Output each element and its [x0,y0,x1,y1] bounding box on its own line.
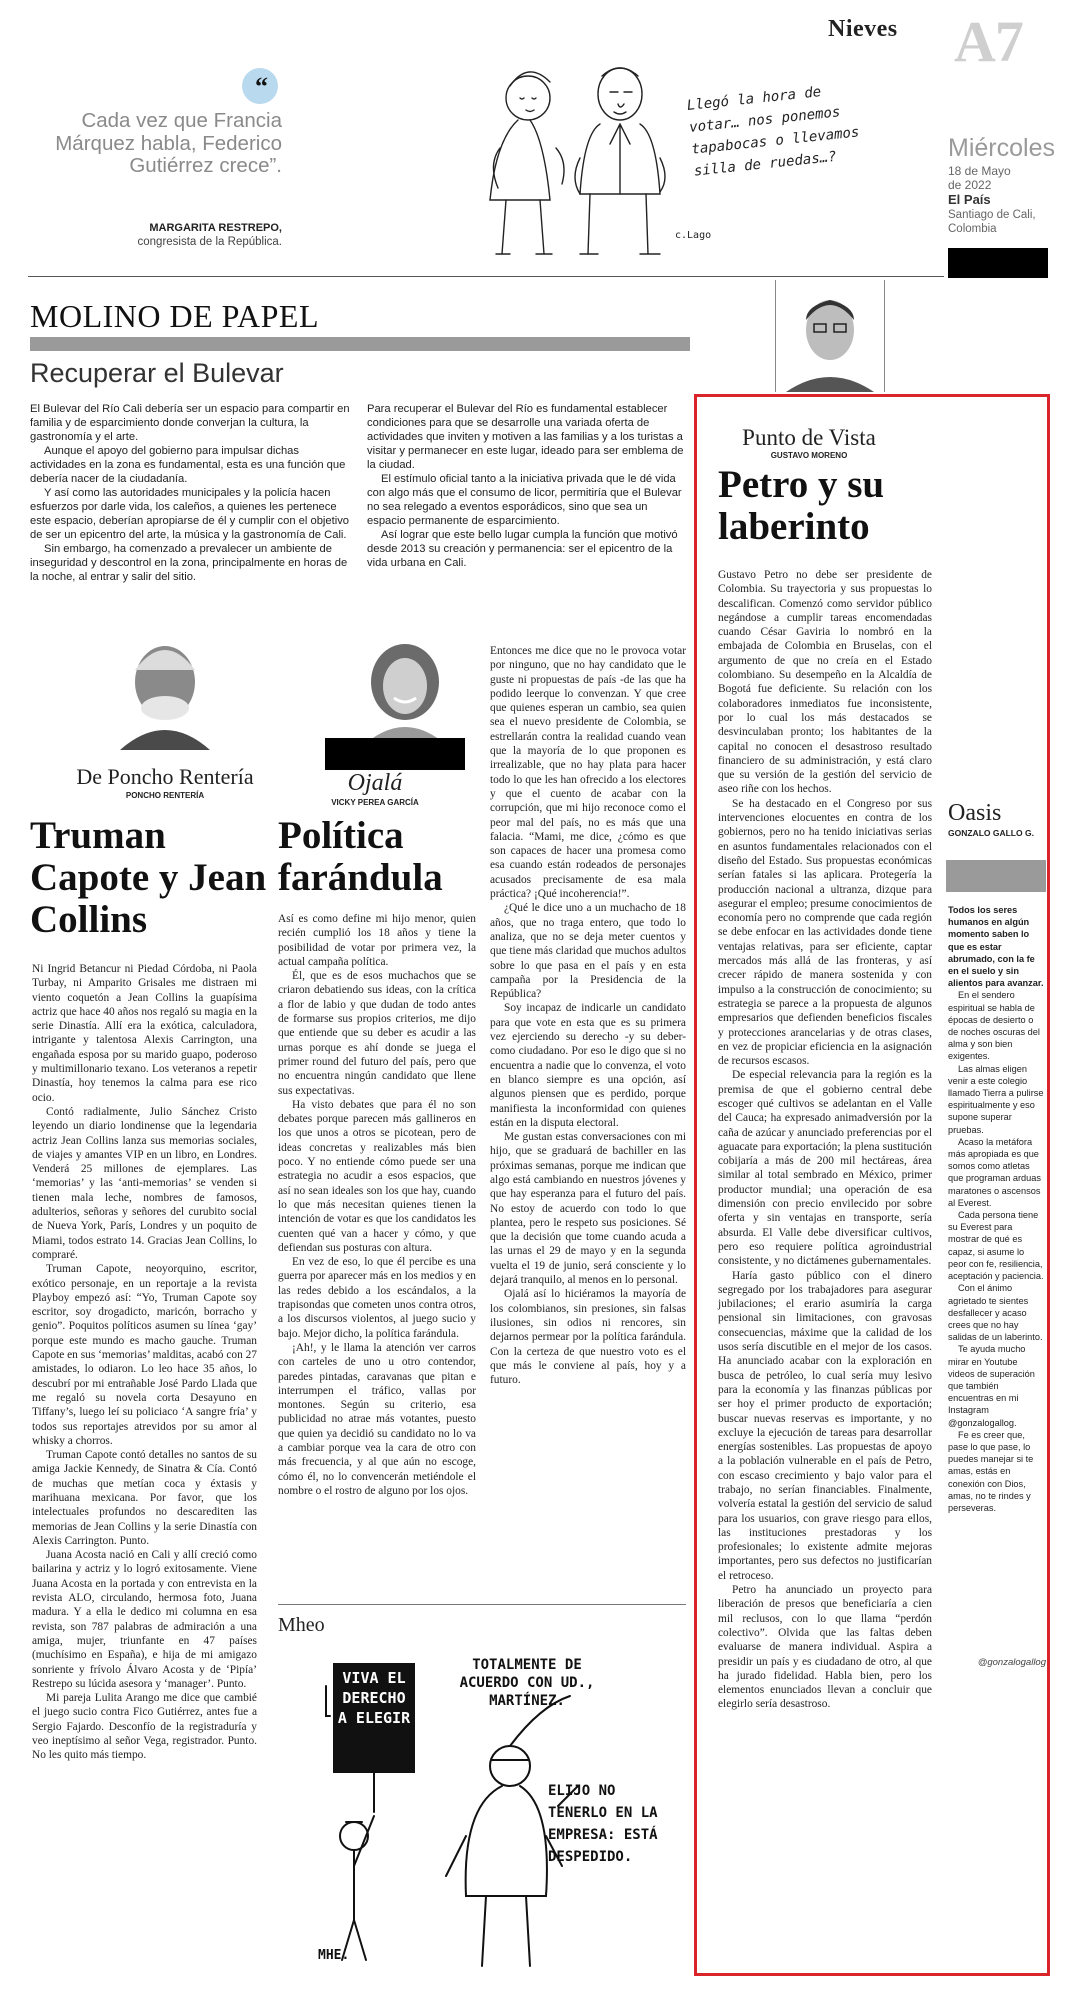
punto-headline: Petro y su laberinto [718,463,885,548]
poncho-column-name: De Poncho Rentería [76,764,254,789]
poncho-headline: Truman Capote y Jean Collins [30,814,267,941]
oasis-column-name: Oasis [948,800,1002,826]
paragraph: Y así como las autoridades municipales y la policía hacen esfuerzos por darle vida, los caleños, a quienes les pertenece este espacio, deberían apropiarse de él y cumplir con el objetivo de ser un epicentro del arte, la música y la gastronomía de Cali. [30,487,350,541]
mheo-speech-1: TOTALMENTE DE ACUERDO CON UD., MARTÍNEZ. [459,1657,595,1709]
paragraph: Te ayuda mucho mirar en Youtube videos de superación que también encuentras en mi Instagram @gonzalogallog. [948,1344,1035,1428]
quote-author: MARGARITA RESTREPO, [149,222,282,234]
oasis-handle: @gonzalogallog [977,1657,1046,1668]
paragraph: Petro ha anunciado un proyecto para liberación de presos que beneficiaría a cien mil reclusos, con lo que llama “perdón colectivo”. Olvida que las faltas deben evaluarse de manera individual. Aspira a presidir un país y es ciudadano de otro, al que ha jurado fidelidad. Habla bien, pero los elementos enunciados llevan a concluir que elegirlo sería desastroso. [718,1584,932,1711]
paragraph: Entonces me dice que no le provoca votar por ninguno, que no hay candidato que le guste ni propuestas de país -de las que ha podido leerque lo convenzan. Y que cree que quienes esperan un cambio, sea quien sea el nuevo presidente de Colombia, se estrellarán contra la realidad cuando vean que la mayoría de lo que proponen es irrealizable, que no hay plata para hacer todo lo que les han ofrecido a los electores y que el cuento de acabar con la corrupción, que mi hijo reconoce como el peor mal del país, no es más que una falacia. “Mami, me dice, ¿cómo es que son capaces de hacer una promesa como esa cuando están rodeados de personajes acusados precisamente de esa mala práctica? ¡Qué incoherencia!”. [490,645,686,901]
molino-body [30,402,350,615]
poncho-author: PONCHO RENTERÍA [125,791,205,800]
mheo-label: Mheo [278,1614,325,1636]
paragraph: Se ha destacado en el Congreso por sus intervenciones elocuentes en contra de los gobiernos, pero no ha tenido iniciativas serias en asuntos fundamentales relacionados con el diseño del Estado. Sus propuestas económicas serían fatales si las aplicara. Protegería la producción nacional a ultranza, dizque para asegurar el empleo; presume conocimientos de economía pero no comprende que cada región se debe enfocar en las actividades donde tiene ventajas relativas, para ser eficiente, captar mercados más allá de las fronteras, y así crecer rápido de manera sostenida y con impulso a la construcción de conocimiento; su estrategia se parece a la propuesta de algunos empresarios que defienden beneficios fiscales y protecciones arancelarias y de otras clases, en vez de propiciar eficiencia en la asignación de recursos escasos. [718,797,932,1068]
punto-avatar [775,280,885,392]
mheo-sign-text: VIVA EL DERECHO A ELEGIR [337,1669,411,1727]
paragraph: Él, que es de esos muchachos que se criaron debatiendo sus ideas, con la crítica a flor de labio y que dudan de todo antes de formarse sus propios criterios, me dijo que entiende que su deber es acudir a las urnas porque es ahí donde se juega el primer round del futuro del país, pero que no encuentra ningún candidato que llene sus expectativas. [278,970,476,1097]
page-number: A7 [954,9,1023,74]
paragraph: Así lograr que este bello lugar cumpla la función que motivó desde 2013 su creación y permanencia: ser el epicentro de la vida urbana en Cali. [367,529,678,569]
paragraph: Mi pareja Lulita Arango me dice que cambié el juego sucio contra Fico Gutiérrez, antes fue a Sergio Fajardo. Desconfío de la registraduría y veo ineptísimo al señor Vega, registrador. Punto. No les quito más tiempo. [32,1692,257,1762]
paragraph: Contó radialmente, Julio Sánchez Cristo leyendo un diario londinense que la legendaria actriz Jean Collins lanza sus memorias sociales, de viajes y amantes VIP en un libro, en Londres. Venderá 25 millones de ejemplares. Las ‘memorias’ y las ‘anti-memorias’ se venden si tienen mala leche, nombres de famosos, adulterios, señoras y señores del curubito social de Nueva York, París, Londres y un poquito de Miami, todos estrato 14. Gracias Jean Collins, lo compraré. [32,1105,257,1261]
paragraph: ¡Ah!, y le llama la atención ver carros con carteles de uno u otro contendor, paredes pintadas, caravanas que pitan e interrumpen el tráfico, vallas por montones. Según su criterio, esa publicidad no atrae más votantes, puesto que quien ya decidió su candidato no lo va a cambiar porque vea la cara de otro con más frecuencia, y al que aún no escoge, cómo él, no lo convencerán metiéndole el nombre o el rostro de alguno por los ojos. [278,1341,476,1497]
mheo-signature: MHE. [318,1948,350,1963]
paragraph: Juana Acosta nació en Cali y allí creció como bailarina y actriz y lo logró exitosamente. Viene Juana Acosta en la portada y con entrevista en la revista ALO, circulando, hermosa foto, Juana madura. Y a ella le dedico mi columna en esa revista, son 787 palabras de admiración a una amiga, mujer, triunfante en 47 países (muchísimo en España), e hija de mi amigazo sonriente y frívolo Álvaro Acosta y de ‘Pipía’ Restrepo su lúcida asesora y ‘manager’. Punto. [32,1549,257,1690]
punto-body [718,568,932,1712]
oasis-author: GONZALO GALLO G. [948,828,1034,838]
paragraph: Cada persona tiene su Everest para mostrar de qué es capaz, si asume lo peor con fe, resiliencia, aceptación y paciencia. [948,1210,1044,1282]
paragraph: Gustavo Petro no debe ser presidente de Colombia. Su trayectoria y sus propuestas lo descalifican. Comenzó como servidor público negándose a cumplir tareas encomendadas cuando César Gaviria lo nombró en la embajada de Colombia en Bruselas, con el argumento de que no creía en el Estado colombiano. Su desempeño en la Alcaldía de Bogotá fue deficiente. Su relación con los colaboradores inmediatos fue inconsistente, por lo cual los más destacados se desvinculaban pronto; los habitantes de la capital no conocen el desastroso resultado financiero de su administración, y está claro que su versión de la gestión del servicio de aseo riñe con los hechos. [718,569,932,796]
paragraph: Truman Capote contó detalles no santos de su amiga Jackie Kennedy, de Sinatra & Cía. Contó de muchas que metían coca y éxtasis y marihuana mexicana. Por favor, que los intelectuales profundos no descarediten las memorias de Jean Collins y la serie Dinastía con Alexis Carrington. Punto. [32,1449,257,1547]
mheo-rule [278,1604,686,1605]
molino-headline: Recuperar el Bulevar [30,358,284,388]
paragraph: Ojalá así lo hiciéramos la mayoría de los colombianos, sin presiones, sin falsas ilusiones, sin odios ni rencores, sin dejarnos permear por la política farándula. Con la certeza de que nuestro voto es el que más le conviene al país, hoy y a futuro. [490,1288,686,1387]
paragraph: Haría gasto público con el dinero segregado por los trabajadores para asegurar jubilaciones; el erario asumiría la carga pensional sin limitaciones, con gravosas consecuencias, máxime que la calidad de los usos sería discutible en el mejor de los casos. Ha anunciado acabar con la exploración en busca de petróleo, lo cual sería muy lesivo para la economía y las finanzas públicas por ser hoy el primer producto de exportación; buscar nuevas reservas es importante, y no excluye la ejecución de tareas para desarrollar energías sostenibles. Las propuestas de apoyo a la población vulnerable en el país de Petro, con escaso crecimiento y bajo valor para el trabajo, no serían financiables. Finalmente, volvería estatal la gestión del servicio de salud para los usuarios, con grave riesgo para ellos, las instituciones prestadoras y los profesionales; lo existente admite mejoras importantes, pero sus defectos no justificarían el retroceso. [718,1269,932,1582]
paragraph: De especial relevancia para la región es la premisa de que el gobierno central debe escoger qué cultivos se adelantan en el Valle del Cauca; ha expresado animadversión por la caña de azúcar y anunciado preferencias por el aguacate para exportación; la plena sustitución cobijaría a más de 200 mil hectáreas, área similar al total sembrado en México, primer productor mundial; una operación de esa dimensión con precio envilecido por sobre oferta y sin ventajas en transporte, sería absurda. El Valle debe diversificar cultivos, pero eso requiere política agroindustrial consistente, y no dictámenes gubernamentales. [718,1069,932,1268]
ojala-body-col1 [278,912,476,1572]
molino-body-2 [367,402,687,615]
paragraph: Me gustan estas conversaciones con mi hijo, que se graduará de bachiller en las próximas semanas, porque me indican que algo está cambiando en nuestros jóvenes y que hay esperanza para el futuro del país. No estoy de acuerdo con todo lo que plantea, pero le respeto sus posiciones. Sé que la decisión que tome cuando acuda a las urnas el 29 de mayo y en la segunda vuelta el 19 de junio, será consciente y lo dejará tranquilo, al menos en lo personal. [490,1131,686,1287]
paragraph: Aunque el apoyo del gobierno para impulsar dichas actividades en la zona es fundamental, esta es una función que debería nacer de la ciudadanía. [30,445,346,485]
ojala-column-name: Ojalá [347,770,403,796]
molino-section-title: MOLINO DE PAPEL [30,298,319,334]
date-text: 18 de Mayo de 2022 [948,164,1011,192]
paragraph: Las almas eligen venir a este colegio llamado Tierra a pulirse espiritualmente y eso supone superar pruebas. [948,1063,1044,1135]
molino-gray-bar [30,337,690,351]
paragraph: El estímulo oficial tanto a la iniciativa privada que le dé vida con algo más que el consumo de licor, permitiría que el Bulevar no sea relegado a eventos esporádicos, sino que sea un espacio permanente de esparcimiento. [367,473,682,527]
paragraph: Para recuperar el Bulevar del Río es fundamental establecer condiciones para que se desarrolle una variada oferta de actividades que inviten y motiven a las familias y a los turistas a visitar y permanecer en este lugar, ideado para ser emblema de la ciudad. [367,403,684,471]
paragraph: Ni Ingrid Betancur ni Piedad Córdoba, ni Paola Turbay, ni Amparito Grisales me distraen mi viento coquetón a Jean Collins la guapísima actriz que hace 40 años nos regaló su magia en la serie Dinastía. Allí era la exótica, calculadora, intrigante y talentosa Alexis Carrington, una engañada esposa por su marido guapo, poderoso y multimillonario texano. Los veteranos a repetir Dinastía, hoy tenemos la calma para ese rico ocio. [32,963,257,1104]
paragraph: Fe es creer que, pase lo que pase, lo puedes manejar si te amas, estás en conexión con Dios, amas, no te rindes y perseveras. [948,1429,1034,1513]
date-day: Miércoles [948,134,1055,162]
paragraph: Así es como define mi hijo menor, quien recién cumplió los 18 años y tiene la posibilidad de votar por primera vez, la actual campaña política. [278,913,476,968]
ojala-avatar [360,640,450,740]
section-title: Nieves [828,16,898,42]
paragraph: Acaso la metáfora más apropiada es que somos como atletas que programan arduas maratones o ascensos al Everest. [948,1136,1041,1208]
mheo-speech-2: ELIJO NO TENERLO EN LA EMPRESA: ESTÁ DESPEDIDO. [548,1783,658,1865]
poncho-body [32,962,257,1763]
paragraph: En el sendero espiritual se habla de épocas de desierto o de noches oscuras del alma y son bien exigentes. [948,990,1040,1062]
ojala-author: VICKY PEREA GARCÍA [331,798,419,807]
city-text: Santiago de Cali, Colombia [948,209,1036,235]
paragraph: Con el ánimo agrietado te sientes desfallecer y acaso crees que no hay salidas de un laberinto. [948,1283,1043,1343]
quote-text: Cada vez que Francia Márquez habla, Federico Gutiérrez crece”. [55,109,282,177]
punto-author: GUSTAVO MORENO [770,451,848,460]
paragraph: Sin embargo, ha comenzado a prevalecer un ambiente de inseguridad y descontrol en la zona, principalmente en horas de la noche, al entrar y salir del sitio. [30,543,348,583]
redacted-block [325,738,465,770]
paragraph: El Bulevar del Río Cali debería ser un espacio para compartir en familia y de esparcimiento donde converjan la cultura, la gastronomía y el arte. [30,403,350,443]
paragraph: ¿Qué le dice uno a un muchacho de 18 años, que no traga entero, que todo lo analiza, que no se deja meter cuentos y que tiene más claridad que muchos adultos sobre lo que pasa en el país y en esta campaña por la Presidencia de la República? [490,902,686,1001]
poncho-avatar [110,630,220,750]
redacted-block [948,248,1048,278]
header-rule [28,276,944,277]
cartoon-lago-caption: Llegó la hora de votar… nos ponemos tapabocas o llevamos silla de ruedas…? [686,84,861,180]
paragraph: Soy incapaz de indicarle un candidato para que vote en esta que es su primera vez ejerciendo su derecho -y su deber- como ciudadano. Por eso le digo que si no encuentra a nadie que lo convenza, el voto en blanco siempre es una opción, así algunos piensen que es perdido, porque manifiesta la inconformidad con quienes están en la disputa electoral. [490,1002,686,1129]
quote-role: congresista de la República. [137,236,282,248]
paper-name: El País [948,192,991,207]
cartoon-lago-signature: c.Lago [675,230,712,241]
paragraph: En vez de eso, lo que él percibe es una guerra por aparecer más en los medios y en las redes debido a los escándalos, a la trapisondas que cometen unos contra otros, a los discursos violentos, al juego sucio y bajo. Mejor dicho, la política farándula. [278,1256,476,1340]
paragraph: Ha visto debates que para él no son debates porque parecen más gallineros en los que unos a otros se picotean, pero de ideas concretas y realizables más bien poco. Y no entiende cómo puede ser una estrategia no acudir a esos espacios, que así no sean ideales son los que hay, cuando lo que más necesitan quienes tienen la intención de votar es que los candidatos les cuenten qué van a hacer y cómo, y que defiendan sus posturas con altura. [278,1098,476,1254]
oasis-gray-bar [946,860,1046,892]
oasis-body [948,904,1044,1514]
quote-mark-icon: “ [242,68,278,104]
ojala-body-col2 [490,644,686,1604]
paragraph: Todos los seres humanos en algún momento saben lo que es estar abrumado, con la fe en el suelo y sin alientos para avanzar. [948,905,1044,989]
paragraph: Truman Capote, neoyorquino, escritor, exótico personaje, en un reportaje a la revista Playboy empezó así: “Yo, Truman Capote soy escritor, soy drogadicto, maricón, borracho y genio”. Poquitos políticos asumen su línea ‘gay’ porque este mundo es macho gauche. Truman Capote en sus ‘memorias’ malditas, acabó con 27 amistades, lo odiaron. Lo leo hace 35 años, lo descubrí por mi entrañable José Pardo Llada que me regaló su novela corta Desayuno en Tiffany’s, luego leí su policiaco ‘A sangre fría’ y todos sus reportajes atrevidos por su amor al whisky a chorros. [32,1263,258,1447]
punto-column-name: Punto de Vista [742,425,876,450]
ojala-headline: Política farándula [278,814,443,899]
